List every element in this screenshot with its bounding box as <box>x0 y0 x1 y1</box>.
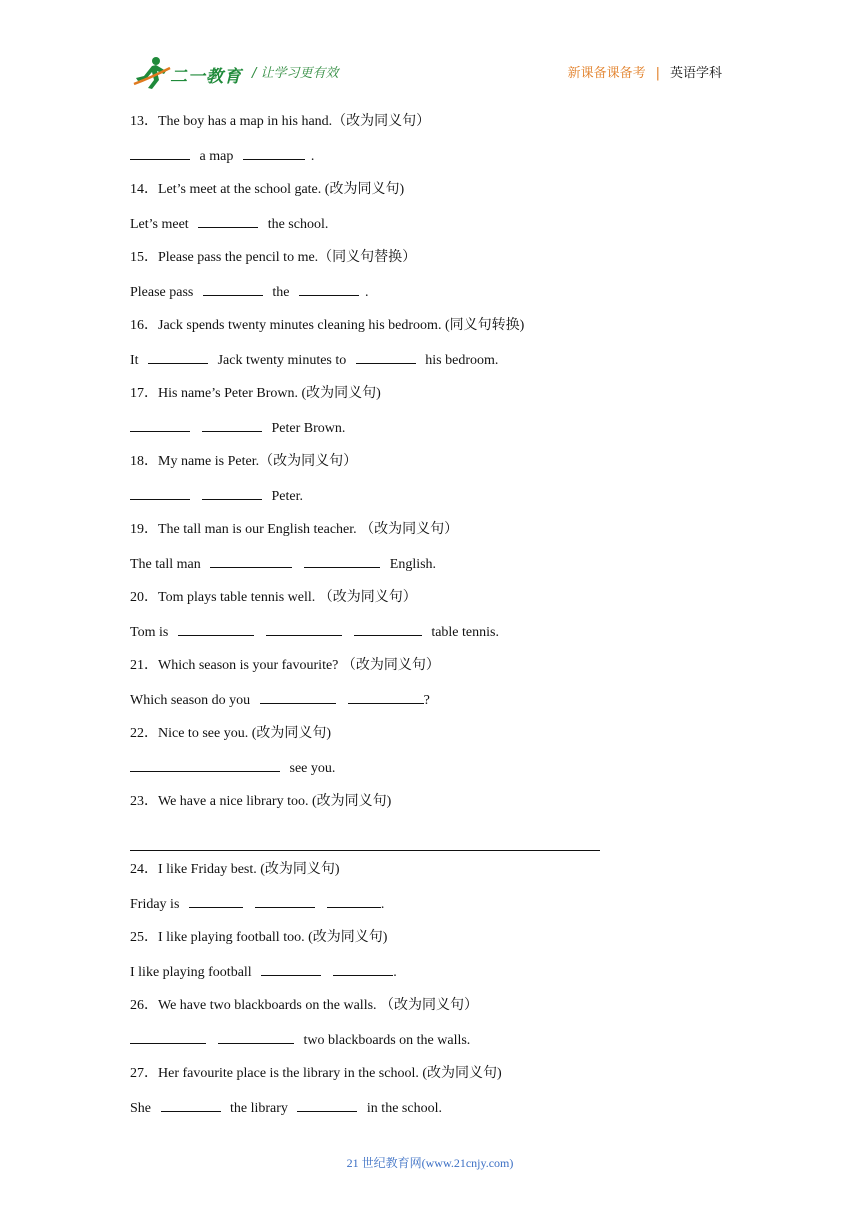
answer-20: Tom is table tennis. <box>130 621 730 655</box>
answer-blank[interactable] <box>218 1029 294 1044</box>
answer-blank[interactable] <box>356 349 416 364</box>
question-14: 14．Let’s meet at the school gate. (改为同义句) <box>130 182 405 197</box>
slogan: / 让学习更有效 <box>252 66 339 81</box>
answer-blank[interactable] <box>130 145 190 160</box>
question-17: 17．His name’s Peter Brown. (改为同义句) <box>130 386 381 401</box>
answer-blank[interactable] <box>255 893 315 908</box>
answer-blank[interactable] <box>148 349 208 364</box>
answer-blank[interactable] <box>202 417 262 432</box>
question-27: 27．Her favourite place is the library in the school. (改为同义句) <box>130 1066 502 1081</box>
answer-blank[interactable] <box>130 417 190 432</box>
answer-18: Peter. <box>130 485 730 519</box>
answer-blank[interactable] <box>354 621 422 636</box>
answer-blank[interactable] <box>297 1097 357 1112</box>
answer-blank[interactable] <box>189 893 243 908</box>
question-13: 13．The boy has a map in his hand.（改为同义句） <box>130 114 431 129</box>
question-20: 20．Tom plays table tennis well. （改为同义句） <box>130 590 417 605</box>
header-subject <box>568 62 722 81</box>
answer-blank[interactable] <box>266 621 342 636</box>
answer-blank[interactable] <box>198 213 258 228</box>
answer-26: two blackboards on the walls. <box>130 1029 730 1063</box>
header-course-label: 新课备课备考 <box>567 66 646 81</box>
answer-16: It Jack twenty minutes to his bedroom. <box>130 349 730 383</box>
answer-17: Peter Brown. <box>130 417 730 451</box>
answer-blank[interactable] <box>327 893 381 908</box>
answer-blank[interactable] <box>178 621 254 636</box>
answer-22: see you. <box>130 757 730 791</box>
question-26: 26．We have two blackboards on the walls. （改为同义句） <box>130 998 479 1013</box>
answer-blank[interactable] <box>333 961 393 976</box>
page-header <box>0 0 860 100</box>
logo-text: 二一教育 <box>170 67 242 87</box>
answer-15: Please pass the . <box>130 281 730 315</box>
answer-blank[interactable] <box>299 281 359 296</box>
answer-14: Let’s meet the school. <box>130 213 730 247</box>
question-24: 24．I like Friday best. (改为同义句) <box>130 862 340 877</box>
answer-blank[interactable] <box>130 757 280 772</box>
question-18: 18．My name is Peter.（改为同义句） <box>130 454 358 469</box>
question-19: 19．The tall man is our English teacher. （改为同义句） <box>130 522 459 537</box>
answer-19: The tall man English. <box>130 553 730 587</box>
question-21: 21．Which season is your favourite? （改为同义句） <box>130 658 440 673</box>
answer-24: Friday is . <box>130 893 730 927</box>
header-subject-label: 英语学科 <box>669 66 722 81</box>
answer-blank[interactable] <box>304 553 380 568</box>
answer-line[interactable] <box>130 850 600 851</box>
question-23: 23．We have a nice library too. (改为同义句) <box>130 794 392 809</box>
header-separator: | <box>655 66 660 81</box>
question-16: 16．Jack spends twenty minutes cleaning his bedroom. (同义句转换) <box>130 318 525 333</box>
answer-23 <box>130 825 730 859</box>
answer-blank[interactable] <box>243 145 305 160</box>
answer-blank[interactable] <box>348 689 424 704</box>
exercise-list <box>130 111 730 1131</box>
answer-21: Which season do you ? <box>130 689 730 723</box>
answer-25: I like playing football . <box>130 961 730 995</box>
answer-blank[interactable] <box>130 1029 206 1044</box>
answer-blank[interactable] <box>130 485 190 500</box>
answer-blank[interactable] <box>203 281 263 296</box>
question-15: 15．Please pass the pencil to me.（同义句替换） <box>130 250 417 265</box>
question-22: 22．Nice to see you. (改为同义句) <box>130 726 332 741</box>
question-25: 25．I like playing football too. (改为同义句) <box>130 930 388 945</box>
answer-blank[interactable] <box>260 689 336 704</box>
page-footer: 21 世纪教育网(www.21cnjy.com) <box>346 1156 514 1170</box>
answer-blank[interactable] <box>210 553 292 568</box>
logo <box>132 56 244 90</box>
answer-blank[interactable] <box>261 961 321 976</box>
answer-13: a map . <box>130 145 730 179</box>
runner-logo-icon <box>132 56 172 90</box>
answer-27: She the library in the school. <box>130 1097 730 1131</box>
answer-blank[interactable] <box>161 1097 221 1112</box>
answer-blank[interactable] <box>202 485 262 500</box>
